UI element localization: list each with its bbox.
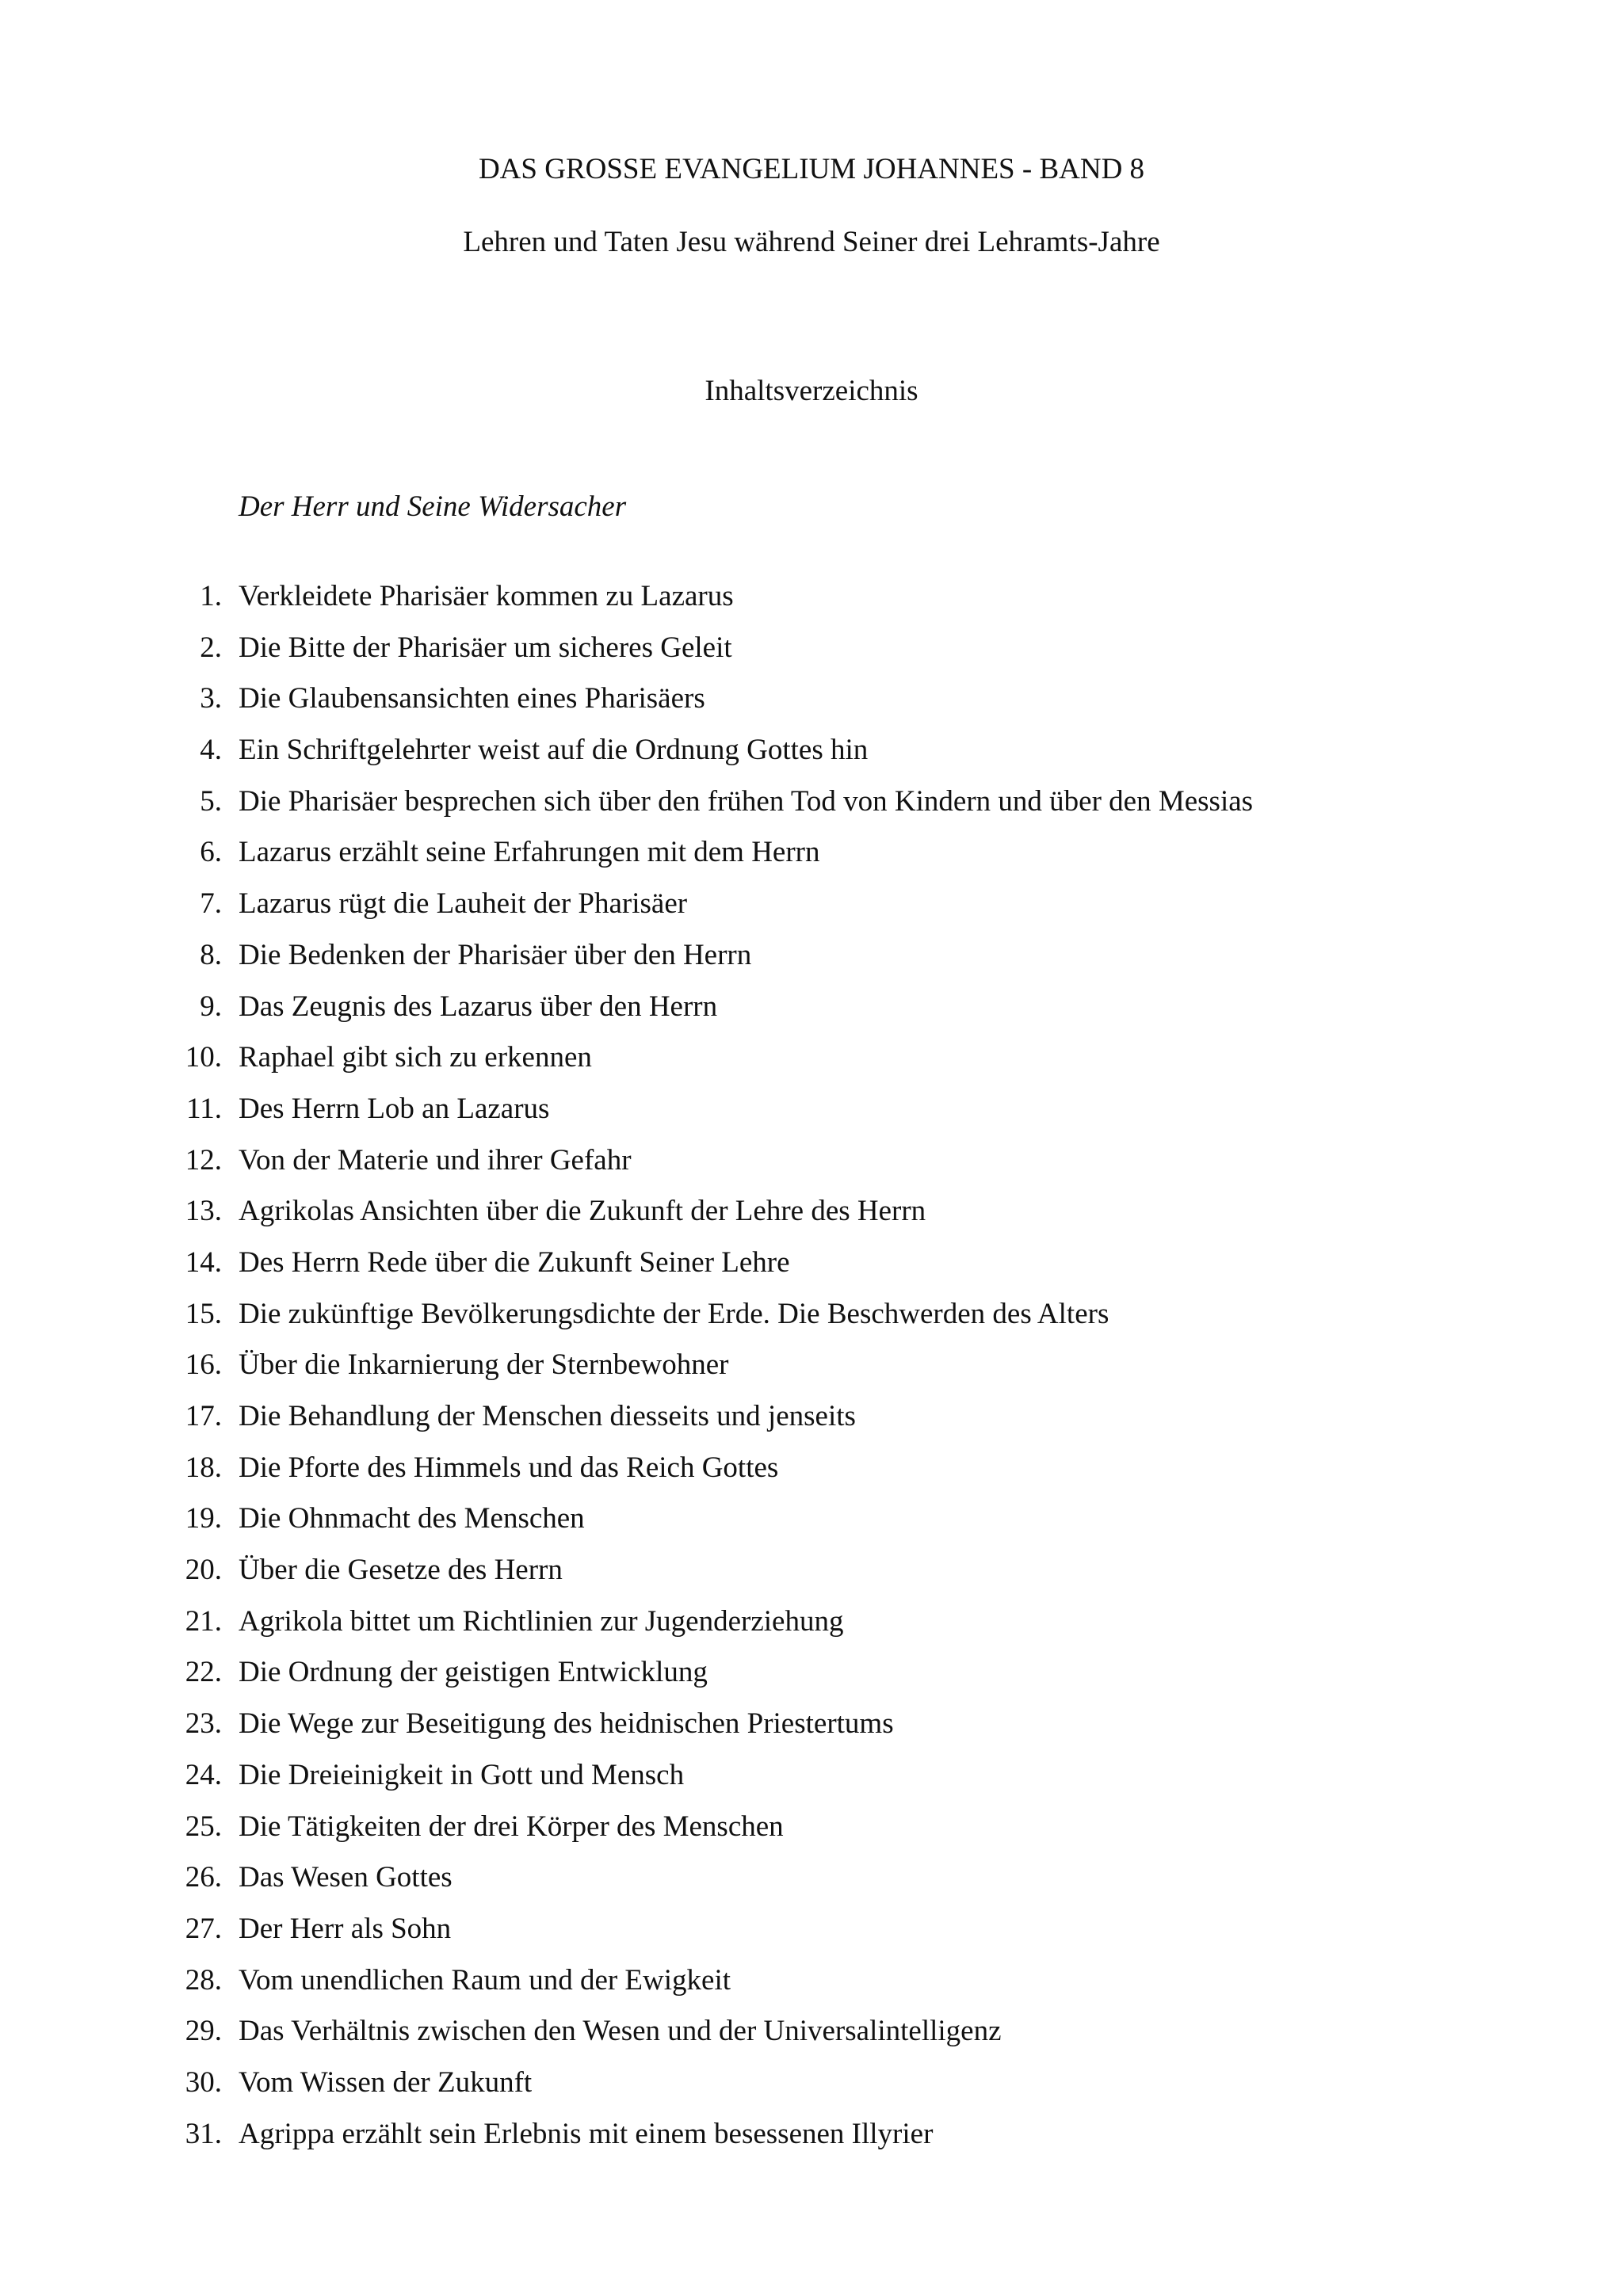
toc-entry-title: Lazarus rügt die Lauheit der Pharisäer xyxy=(239,887,688,921)
toc-entry xyxy=(0,882,1623,933)
toc-entry-number: 16. xyxy=(185,1348,222,1382)
toc-entry-number: 21. xyxy=(185,1604,222,1638)
toc-entry xyxy=(0,1855,1623,1907)
toc-entry xyxy=(0,2009,1623,2061)
toc-entry-number: 28. xyxy=(185,1963,222,1997)
toc-entry xyxy=(0,574,1623,626)
toc-entry xyxy=(0,830,1623,882)
toc-entry-title: Verkleidete Pharisäer kommen zu Lazarus xyxy=(239,580,734,612)
toc-entry-title: Des Herrn Lob an Lazarus xyxy=(239,1092,550,1125)
toc-entry-number: 6. xyxy=(200,836,222,869)
toc-entry xyxy=(0,2112,1623,2164)
toc-entry xyxy=(0,1650,1623,1702)
toc-entry-title: Raphael gibt sich zu erkennen xyxy=(239,1041,592,1074)
toc-entry-number: 9. xyxy=(200,990,222,1023)
toc-entry-number: 12. xyxy=(185,1143,222,1177)
toc-entry xyxy=(0,1343,1623,1394)
toc-entry-title: Das Verhältnis zwischen den Wesen und der Universalintelligenz xyxy=(239,2015,1002,2048)
toc-entry-number: 22. xyxy=(185,1656,222,1689)
toc-entry-number: 31. xyxy=(185,2117,222,2150)
toc-entry-number: 27. xyxy=(185,1912,222,1945)
toc-entry xyxy=(0,1138,1623,1190)
toc-entry xyxy=(0,1497,1623,1548)
toc-entry-number: 2. xyxy=(200,631,222,664)
toc-entry-number: 29. xyxy=(185,2015,222,2048)
toc-entry-number: 19. xyxy=(185,1502,222,1535)
toc-entry-number: 17. xyxy=(185,1400,222,1432)
toc-entry xyxy=(0,1394,1623,1446)
toc-entry-title: Agrikola bittet um Richtlinien zur Jugenderziehung xyxy=(239,1604,844,1638)
toc-entry-title: Die Tätigkeiten der drei Körper des Menschen xyxy=(239,1810,784,1843)
toc-entry-title: Über die Inkarnierung der Sternbewohner xyxy=(239,1348,729,1382)
toc-entry xyxy=(0,1241,1623,1292)
toc-entry-title: Des Herrn Rede über die Zukunft Seiner Lehre xyxy=(239,1245,790,1279)
toc-heading: Inhaltsverzeichnis xyxy=(705,375,918,407)
toc-entry-number: 8. xyxy=(200,938,222,971)
toc-entry-title: Die Glaubensansichten eines Pharisäers xyxy=(239,682,705,715)
toc-entry-title: Ein Schriftgelehrter weist auf die Ordnung Gottes hin xyxy=(239,734,869,767)
document-title: DAS GROSSE EVANGELIUM JOHANNES - BAND 8 xyxy=(478,153,1145,185)
toc-entry-title: Die Bitte der Pharisäer um sicheres Geleit xyxy=(239,631,732,664)
toc-entry xyxy=(0,1035,1623,1087)
toc-entry xyxy=(0,728,1623,780)
toc-entry-number: 1. xyxy=(200,580,222,612)
toc-entry-title: Vom Wissen der Zukunft xyxy=(239,2065,533,2099)
toc-entry-number: 3. xyxy=(200,682,222,715)
toc-entry xyxy=(0,1292,1623,1344)
toc-entry-number: 15. xyxy=(185,1297,222,1330)
toc-entry-title: Die Bedenken der Pharisäer über den Herrn xyxy=(239,938,752,971)
section-heading: Der Herr und Seine Widersacher xyxy=(239,490,627,523)
toc-entry-title: Die Pforte des Himmels und das Reich Gottes xyxy=(239,1451,779,1484)
toc-entry-title: Über die Gesetze des Herrn xyxy=(239,1554,563,1587)
toc-entry-number: 30. xyxy=(185,2065,222,2099)
toc-entry xyxy=(0,677,1623,728)
toc-entry xyxy=(0,1548,1623,1600)
toc-entry-title: Das Wesen Gottes xyxy=(239,1861,453,1894)
toc-entry xyxy=(0,1446,1623,1497)
document-subtitle: Lehren und Taten Jesu während Seiner drei Lehramts-Jahre xyxy=(463,226,1160,258)
toc-entry xyxy=(0,626,1623,677)
toc-entry-number: 13. xyxy=(185,1195,222,1228)
toc-entry-title: Die zukünftige Bevölkerungsdichte der Erde. Die Beschwerden des Alters xyxy=(239,1297,1109,1330)
toc-entry-number: 11. xyxy=(186,1092,222,1125)
toc-entry xyxy=(0,1805,1623,1856)
toc-entry-number: 26. xyxy=(185,1861,222,1894)
toc-entry-title: Lazarus erzählt seine Erfahrungen mit dem Herrn xyxy=(239,836,820,869)
toc-entry xyxy=(0,985,1623,1036)
toc-entry-number: 14. xyxy=(185,1245,222,1279)
toc-entry xyxy=(0,933,1623,985)
toc-entry-number: 25. xyxy=(185,1810,222,1843)
toc-entry-title: Die Ordnung der geistigen Entwicklung xyxy=(239,1656,708,1689)
toc-entry-title: Das Zeugnis des Lazarus über den Herrn xyxy=(239,990,718,1023)
toc-entry xyxy=(0,1753,1623,1805)
toc-entry xyxy=(0,2061,1623,2112)
toc-entry-number: 5. xyxy=(200,784,222,818)
toc-list xyxy=(0,574,1623,2163)
toc-entry-title: Von der Materie und ihrer Gefahr xyxy=(239,1143,632,1177)
toc-entry xyxy=(0,1958,1623,2010)
toc-entry-title: Die Behandlung der Menschen diesseits und jenseits xyxy=(239,1400,856,1432)
toc-entry-title: Vom unendlichen Raum und der Ewigkeit xyxy=(239,1963,731,1997)
toc-entry-number: 7. xyxy=(200,887,222,921)
toc-entry-title: Die Ohnmacht des Menschen xyxy=(239,1502,585,1535)
toc-entry xyxy=(0,1189,1623,1241)
toc-entry xyxy=(0,780,1623,831)
toc-entry-title: Agrippa erzählt sein Erlebnis mit einem besessenen Illyrier xyxy=(239,2117,934,2150)
toc-entry-title: Der Herr als Sohn xyxy=(239,1912,452,1945)
toc-entry xyxy=(0,1087,1623,1138)
toc-entry-number: 24. xyxy=(185,1758,222,1791)
toc-entry xyxy=(0,1600,1623,1651)
toc-entry-number: 20. xyxy=(185,1554,222,1587)
toc-entry-title: Die Dreieinigkeit in Gott und Mensch xyxy=(239,1758,685,1791)
toc-entry-title: Die Wege zur Beseitigung des heidnischen Priestertums xyxy=(239,1707,894,1741)
toc-entry-number: 10. xyxy=(185,1041,222,1074)
toc-entry-number: 4. xyxy=(200,734,222,767)
toc-entry-number: 18. xyxy=(185,1451,222,1484)
toc-entry xyxy=(0,1702,1623,1753)
toc-entry-title: Agrikolas Ansichten über die Zukunft der Lehre des Herrn xyxy=(239,1195,926,1228)
toc-entry xyxy=(0,1907,1623,1958)
toc-entry-number: 23. xyxy=(185,1707,222,1741)
toc-entry-title: Die Pharisäer besprechen sich über den frühen Tod von Kindern und über den Messias xyxy=(239,784,1254,818)
